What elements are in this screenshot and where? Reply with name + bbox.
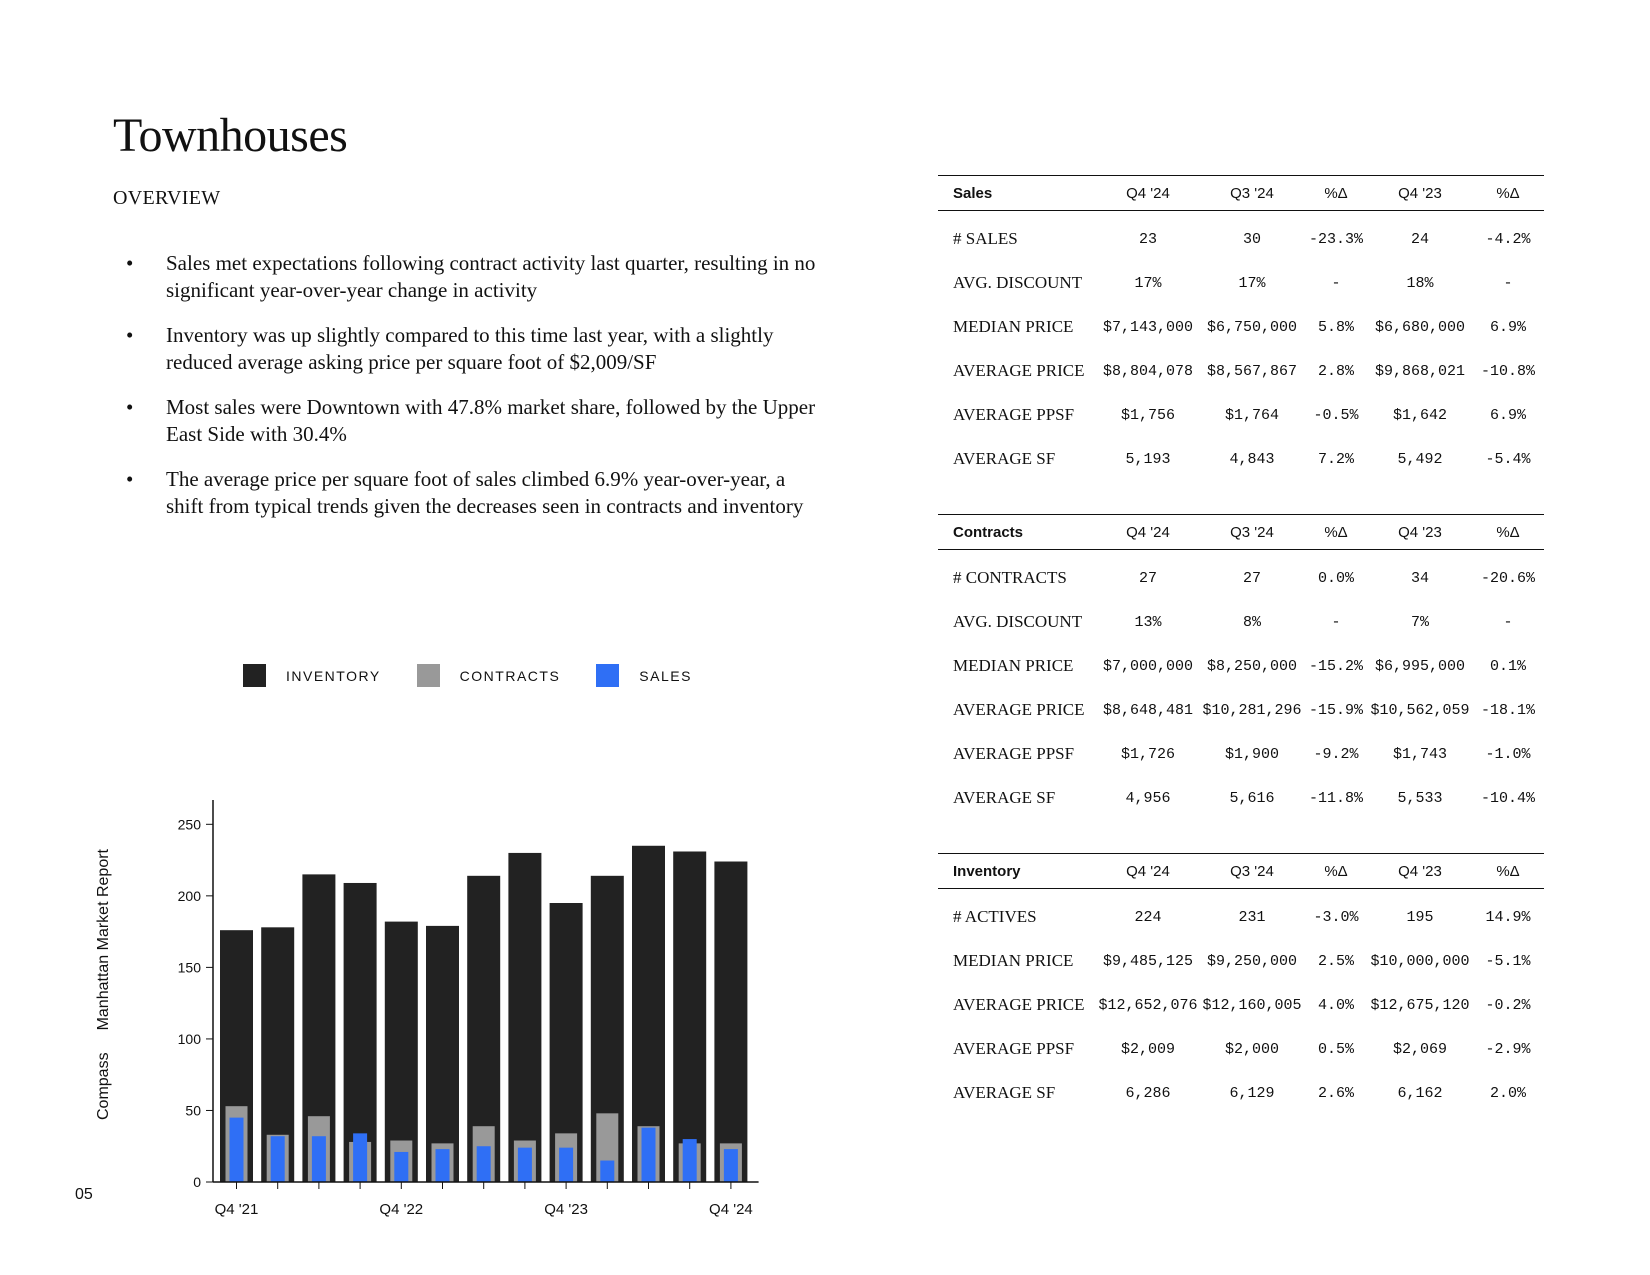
- y-tick-label: 0: [193, 1174, 201, 1190]
- row-label: AVERAGE PPSF: [953, 1039, 1075, 1058]
- table-cell: $10,562,059: [1370, 701, 1470, 719]
- bar-sales: [642, 1128, 656, 1182]
- table-row: [938, 983, 1544, 1027]
- section-label: OVERVIEW: [113, 187, 221, 209]
- bar-sales: [477, 1146, 491, 1182]
- table-cell: -1.0%: [1485, 745, 1531, 763]
- bullet-text: Sales met expectations following contract activity last quarter, resulting in no significant year-over-year change in activity: [166, 251, 816, 302]
- table-row: [938, 889, 1544, 940]
- sales-table-wrap: [938, 175, 1544, 481]
- table-cell: -20.6%: [1480, 569, 1535, 587]
- table-cell: 18%: [1406, 274, 1434, 292]
- side-report-title: Manhattan Market Report: [95, 849, 112, 1031]
- table-cell: -10.4%: [1480, 789, 1535, 807]
- table-cell: $8,567,867: [1206, 362, 1297, 380]
- table-cell: $2,009: [1120, 1040, 1175, 1058]
- row-label: AVERAGE SF: [953, 449, 1056, 468]
- row-label: AVERAGE PRICE: [953, 361, 1085, 380]
- table-cell: 4,956: [1125, 789, 1171, 807]
- column-header: Q4 '24: [1096, 854, 1200, 889]
- column-header: %Δ: [1304, 176, 1368, 211]
- y-tick-label: 100: [177, 1030, 201, 1047]
- table-cell: -4.2%: [1485, 230, 1531, 248]
- table-cell: -15.2%: [1308, 657, 1363, 675]
- table-cell: 0.0%: [1317, 569, 1354, 587]
- row-label: AVERAGE SF: [953, 1083, 1056, 1102]
- legend-swatch-sales: [596, 664, 619, 687]
- table-cell: 23: [1138, 230, 1157, 248]
- table-cell: 195: [1406, 908, 1434, 926]
- column-header: Q4 '23: [1368, 854, 1472, 889]
- bar-sales: [559, 1148, 573, 1182]
- y-tick-label: 50: [185, 1102, 201, 1119]
- column-header: Q3 '24: [1200, 854, 1304, 889]
- table-cell: 6,162: [1397, 1084, 1443, 1102]
- row-label: AVERAGE PRICE: [953, 995, 1085, 1014]
- table-cell: -5.1%: [1485, 952, 1531, 970]
- bullet-item: [120, 250, 820, 304]
- table-cell: 14.9%: [1485, 908, 1531, 926]
- table-row: [938, 688, 1544, 732]
- contracts-table: [938, 514, 1544, 820]
- table-cell: $6,680,000: [1374, 318, 1465, 336]
- table-cell: $7,143,000: [1102, 318, 1193, 336]
- row-label: # SALES: [953, 229, 1018, 248]
- quarterly-bar-chart: [150, 790, 770, 1225]
- table-cell: -: [1503, 613, 1513, 631]
- table-title: Contracts: [938, 515, 1096, 550]
- table-cell: 2.6%: [1317, 1084, 1354, 1102]
- row-label: MEDIAN PRICE: [953, 951, 1074, 970]
- row-label: AVG. DISCOUNT: [953, 612, 1083, 631]
- table-cell: $9,868,021: [1374, 362, 1465, 380]
- page-title: Townhouses: [113, 109, 348, 162]
- legend-item-contracts: [417, 664, 561, 687]
- x-tick-label: Q4 '22: [379, 1201, 424, 1218]
- y-tick-label: 150: [177, 959, 201, 976]
- bullet-dot-icon: •: [126, 323, 134, 347]
- table-cell: 2.5%: [1317, 952, 1354, 970]
- legend-item-sales: [596, 664, 692, 687]
- x-tick-label: Q4 '24: [709, 1201, 753, 1218]
- contracts-table-wrap: [938, 514, 1544, 820]
- table-cell: $9,250,000: [1206, 952, 1297, 970]
- sales-table: [938, 175, 1544, 481]
- table-cell: 30: [1242, 230, 1261, 248]
- overview-bullets: [120, 250, 820, 538]
- bar-inventory: [673, 851, 706, 1182]
- table-row: [938, 211, 1544, 262]
- table-cell: -2.9%: [1485, 1040, 1531, 1058]
- table-row: [938, 261, 1544, 305]
- y-tick-label: 250: [177, 816, 201, 833]
- legend-swatch-contracts: [417, 664, 440, 687]
- table-cell: $12,160,005: [1202, 996, 1302, 1014]
- table-cell: $1,756: [1120, 406, 1175, 424]
- row-label: MEDIAN PRICE: [953, 317, 1074, 336]
- table-cell: -0.5%: [1313, 406, 1359, 424]
- table-row: [938, 939, 1544, 983]
- table-cell: -10.8%: [1480, 362, 1535, 380]
- table-title: Sales: [938, 176, 1096, 211]
- legend-swatch-inventory: [243, 664, 266, 687]
- bar-sales: [230, 1118, 244, 1182]
- table-cell: $1,900: [1224, 745, 1279, 763]
- table-row: [938, 550, 1544, 601]
- table-row: [938, 600, 1544, 644]
- column-header: Q3 '24: [1200, 176, 1304, 211]
- bar-sales: [436, 1149, 450, 1182]
- table-cell: 2.0%: [1489, 1084, 1526, 1102]
- table-cell: 224: [1134, 908, 1162, 926]
- table-cell: $7,000,000: [1102, 657, 1193, 675]
- chart-legend: [243, 664, 728, 687]
- table-cell: 5.8%: [1317, 318, 1354, 336]
- table-cell: 6.9%: [1489, 406, 1526, 424]
- column-header: Q4 '23: [1368, 515, 1472, 550]
- bullet-dot-icon: •: [126, 467, 134, 491]
- bar-sales: [518, 1148, 532, 1182]
- table-cell: $9,485,125: [1102, 952, 1193, 970]
- table-row: [938, 644, 1544, 688]
- table-cell: 4.0%: [1317, 996, 1354, 1014]
- row-label: AVERAGE SF: [953, 788, 1056, 807]
- bar-sales: [312, 1136, 326, 1182]
- table-row: [938, 437, 1544, 481]
- bar-sales: [683, 1139, 697, 1182]
- table-cell: 0.5%: [1317, 1040, 1354, 1058]
- bullet-text: Inventory was up slightly compared to this time last year, with a slightly reduced average asking price per square foot of $2,009/SF: [166, 323, 774, 374]
- legend-label-contracts: CONTRACTS: [459, 667, 561, 684]
- table-cell: 17%: [1238, 274, 1266, 292]
- x-tick-label: Q4 '21: [214, 1201, 259, 1218]
- table-cell: 4,843: [1229, 450, 1275, 468]
- table-cell: 5,616: [1229, 789, 1275, 807]
- legend-label-sales: SALES: [639, 667, 692, 684]
- column-header: Q3 '24: [1200, 515, 1304, 550]
- bullet-item: [120, 466, 820, 520]
- table-cell: 231: [1238, 908, 1266, 926]
- column-header: Q4 '23: [1368, 176, 1472, 211]
- bullet-dot-icon: •: [126, 251, 134, 275]
- row-label: # ACTIVES: [953, 907, 1037, 926]
- table-cell: $8,804,078: [1102, 362, 1193, 380]
- table-cell: -15.9%: [1308, 701, 1363, 719]
- table-cell: 27: [1138, 569, 1157, 587]
- bar-sales: [724, 1149, 738, 1182]
- table-cell: 7.2%: [1317, 450, 1354, 468]
- row-label: MEDIAN PRICE: [953, 656, 1074, 675]
- table-cell: 34: [1410, 569, 1429, 587]
- table-row: [938, 393, 1544, 437]
- table-cell: 24: [1410, 230, 1429, 248]
- bar-sales: [600, 1161, 614, 1182]
- inventory-table: [938, 853, 1544, 1115]
- table-cell: $10,281,296: [1202, 701, 1302, 719]
- table-cell: 5,193: [1125, 450, 1171, 468]
- bar-inventory: [508, 853, 541, 1182]
- table-row: [938, 776, 1544, 820]
- row-label: AVERAGE PRICE: [953, 700, 1085, 719]
- table-cell: 13%: [1134, 613, 1162, 631]
- table-cell: 6,129: [1229, 1084, 1275, 1102]
- table-cell: -: [1331, 613, 1341, 631]
- table-cell: 6.9%: [1489, 318, 1526, 336]
- table-cell: 5,533: [1397, 789, 1443, 807]
- row-label: # CONTRACTS: [953, 568, 1067, 587]
- column-header: Q4 '24: [1096, 176, 1200, 211]
- table-cell: -: [1503, 274, 1513, 292]
- table-cell: -23.3%: [1308, 230, 1363, 248]
- table-cell: $8,250,000: [1206, 657, 1297, 675]
- table-cell: $12,652,076: [1098, 996, 1198, 1014]
- y-tick-label: 200: [177, 887, 201, 904]
- row-label: AVERAGE PPSF: [953, 744, 1075, 763]
- table-cell: $6,995,000: [1374, 657, 1465, 675]
- bar-sales: [394, 1152, 408, 1182]
- bar-sales: [353, 1133, 367, 1182]
- column-header: Q4 '24: [1096, 515, 1200, 550]
- table-cell: $1,743: [1392, 745, 1447, 763]
- table-row: [938, 1071, 1544, 1115]
- side-brand: Compass: [95, 1052, 112, 1120]
- table-cell: 27: [1242, 569, 1261, 587]
- bullet-text: The average price per square foot of sales climbed 6.9% year-over-year, a shift from typical trends given the decreases seen in contracts and inventory: [166, 467, 804, 518]
- table-cell: $1,642: [1392, 406, 1447, 424]
- row-label: AVG. DISCOUNT: [953, 273, 1083, 292]
- table-cell: -5.4%: [1485, 450, 1531, 468]
- bar-sales: [271, 1136, 285, 1182]
- legend-label-inventory: INVENTORY: [286, 667, 381, 684]
- table-cell: -18.1%: [1480, 701, 1535, 719]
- table-cell: 8%: [1242, 613, 1261, 631]
- inventory-table-wrap: [938, 853, 1544, 1115]
- bar-inventory: [714, 862, 747, 1182]
- table-cell: 5,492: [1397, 450, 1443, 468]
- page-number: 05: [75, 1186, 93, 1203]
- row-label: AVERAGE PPSF: [953, 405, 1075, 424]
- table-cell: -11.8%: [1308, 789, 1363, 807]
- table-cell: 7%: [1410, 613, 1429, 631]
- table-cell: $2,069: [1392, 1040, 1447, 1058]
- table-cell: $10,000,000: [1370, 952, 1470, 970]
- table-cell: $1,764: [1224, 406, 1279, 424]
- table-row: [938, 1027, 1544, 1071]
- table-cell: -9.2%: [1313, 745, 1359, 763]
- bullet-text: Most sales were Downtown with 47.8% market share, followed by the Upper East Side with 30.4%: [166, 395, 816, 446]
- bullet-item: [120, 322, 820, 376]
- legend-item-inventory: [243, 664, 381, 687]
- table-cell: 6,286: [1125, 1084, 1171, 1102]
- table-cell: -3.0%: [1313, 908, 1359, 926]
- column-header: %Δ: [1472, 515, 1544, 550]
- table-title: Inventory: [938, 854, 1096, 889]
- bullet-dot-icon: •: [126, 395, 134, 419]
- column-header: %Δ: [1472, 176, 1544, 211]
- table-cell: -0.2%: [1485, 996, 1531, 1014]
- table-cell: 0.1%: [1489, 657, 1526, 675]
- column-header: %Δ: [1472, 854, 1544, 889]
- table-row: [938, 349, 1544, 393]
- table-row: [938, 305, 1544, 349]
- table-cell: $12,675,120: [1370, 996, 1470, 1014]
- x-tick-label: Q4 '23: [544, 1201, 588, 1218]
- column-header: %Δ: [1304, 515, 1368, 550]
- bullet-item: [120, 394, 820, 448]
- column-header: %Δ: [1304, 854, 1368, 889]
- table-cell: $6,750,000: [1206, 318, 1297, 336]
- table-cell: $1,726: [1120, 745, 1175, 763]
- table-cell: $8,648,481: [1102, 701, 1193, 719]
- side-label: [95, 849, 113, 1120]
- table-cell: 2.8%: [1317, 362, 1354, 380]
- table-row: [938, 732, 1544, 776]
- table-cell: -: [1331, 274, 1341, 292]
- table-cell: $2,000: [1224, 1040, 1279, 1058]
- table-cell: 17%: [1134, 274, 1162, 292]
